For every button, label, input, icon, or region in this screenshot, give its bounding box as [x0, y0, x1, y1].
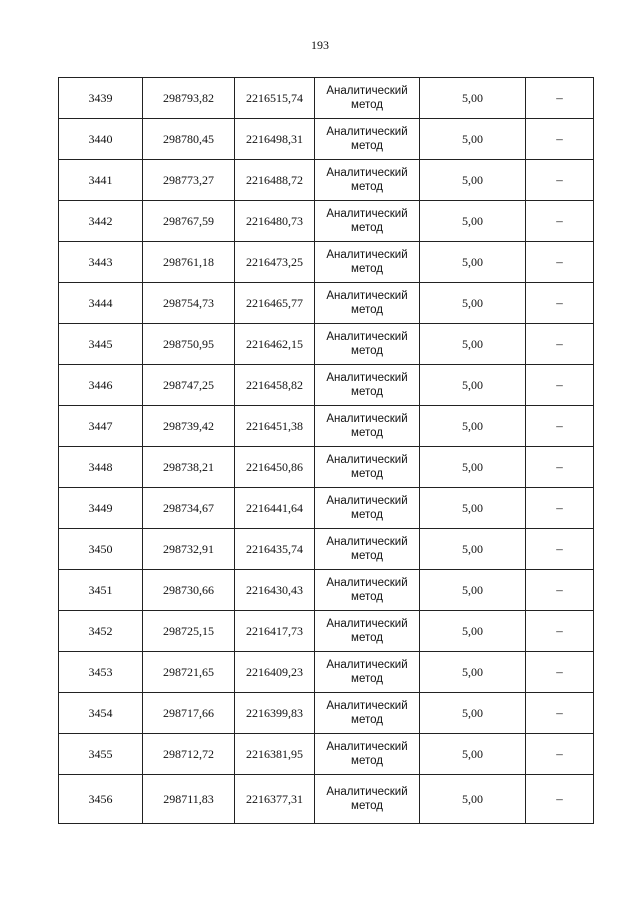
table-row — [59, 488, 594, 529]
method-cell: Аналитический метод — [315, 775, 420, 824]
method-cell: Аналитический метод — [315, 734, 420, 775]
point-number-cell: 3444 — [59, 283, 143, 324]
table-row — [59, 242, 594, 283]
table-row — [59, 611, 594, 652]
accuracy-cell: 5,00 — [420, 447, 526, 488]
x-coordinate-cell: 298717,66 — [143, 693, 235, 734]
method-cell: Аналитический метод — [315, 488, 420, 529]
method-cell: Аналитический метод — [315, 611, 420, 652]
table-row — [59, 119, 594, 160]
method-cell: Аналитический метод — [315, 365, 420, 406]
x-coordinate-cell: 298780,45 — [143, 119, 235, 160]
note-cell: – — [526, 693, 594, 734]
point-number-cell: 3447 — [59, 406, 143, 447]
note-cell: – — [526, 119, 594, 160]
point-number-cell: 3452 — [59, 611, 143, 652]
table-row — [59, 324, 594, 365]
accuracy-cell: 5,00 — [420, 734, 526, 775]
note-cell: – — [526, 652, 594, 693]
y-coordinate-cell: 2216377,31 — [235, 775, 315, 824]
point-number-cell: 3453 — [59, 652, 143, 693]
x-coordinate-cell: 298747,25 — [143, 365, 235, 406]
accuracy-cell: 5,00 — [420, 406, 526, 447]
accuracy-cell: 5,00 — [420, 119, 526, 160]
accuracy-cell: 5,00 — [420, 611, 526, 652]
y-coordinate-cell: 2216480,73 — [235, 201, 315, 242]
x-coordinate-cell: 298739,42 — [143, 406, 235, 447]
method-cell: Аналитический метод — [315, 570, 420, 611]
table-row — [59, 775, 594, 824]
table-row — [59, 365, 594, 406]
note-cell: – — [526, 365, 594, 406]
accuracy-cell: 5,00 — [420, 488, 526, 529]
point-number-cell: 3443 — [59, 242, 143, 283]
note-cell: – — [526, 529, 594, 570]
table-row — [59, 78, 594, 119]
point-number-cell: 3440 — [59, 119, 143, 160]
note-cell: – — [526, 78, 594, 119]
x-coordinate-cell: 298711,83 — [143, 775, 235, 824]
y-coordinate-cell: 2216450,86 — [235, 447, 315, 488]
x-coordinate-cell: 298750,95 — [143, 324, 235, 365]
method-cell: Аналитический метод — [315, 242, 420, 283]
point-number-cell: 3442 — [59, 201, 143, 242]
table-row — [59, 283, 594, 324]
point-number-cell: 3451 — [59, 570, 143, 611]
accuracy-cell: 5,00 — [420, 365, 526, 406]
y-coordinate-cell: 2216399,83 — [235, 693, 315, 734]
accuracy-cell: 5,00 — [420, 201, 526, 242]
table-row — [59, 652, 594, 693]
method-cell: Аналитический метод — [315, 283, 420, 324]
table-row — [59, 529, 594, 570]
y-coordinate-cell: 2216430,43 — [235, 570, 315, 611]
note-cell: – — [526, 324, 594, 365]
x-coordinate-cell: 298725,15 — [143, 611, 235, 652]
page-number: 193 — [311, 38, 329, 52]
x-coordinate-cell: 298732,91 — [143, 529, 235, 570]
point-number-cell: 3455 — [59, 734, 143, 775]
y-coordinate-cell: 2216451,38 — [235, 406, 315, 447]
accuracy-cell: 5,00 — [420, 693, 526, 734]
coordinates-table — [58, 77, 594, 824]
y-coordinate-cell: 2216462,15 — [235, 324, 315, 365]
table-row — [59, 201, 594, 242]
method-cell: Аналитический метод — [315, 78, 420, 119]
method-cell: Аналитический метод — [315, 160, 420, 201]
accuracy-cell: 5,00 — [420, 78, 526, 119]
table-row — [59, 406, 594, 447]
y-coordinate-cell: 2216435,74 — [235, 529, 315, 570]
x-coordinate-cell: 298738,21 — [143, 447, 235, 488]
x-coordinate-cell: 298761,18 — [143, 242, 235, 283]
note-cell: – — [526, 406, 594, 447]
point-number-cell: 3456 — [59, 775, 143, 824]
table-row — [59, 570, 594, 611]
accuracy-cell: 5,00 — [420, 652, 526, 693]
accuracy-cell: 5,00 — [420, 775, 526, 824]
method-cell: Аналитический метод — [315, 201, 420, 242]
x-coordinate-cell: 298793,82 — [143, 78, 235, 119]
y-coordinate-cell: 2216417,73 — [235, 611, 315, 652]
note-cell: – — [526, 283, 594, 324]
y-coordinate-cell: 2216409,23 — [235, 652, 315, 693]
y-coordinate-cell: 2216515,74 — [235, 78, 315, 119]
note-cell: – — [526, 611, 594, 652]
y-coordinate-cell: 2216458,82 — [235, 365, 315, 406]
point-number-cell: 3450 — [59, 529, 143, 570]
x-coordinate-cell: 298767,59 — [143, 201, 235, 242]
point-number-cell: 3454 — [59, 693, 143, 734]
y-coordinate-cell: 2216498,31 — [235, 119, 315, 160]
y-coordinate-cell: 2216465,77 — [235, 283, 315, 324]
method-cell: Аналитический метод — [315, 652, 420, 693]
point-number-cell: 3449 — [59, 488, 143, 529]
x-coordinate-cell: 298730,66 — [143, 570, 235, 611]
method-cell: Аналитический метод — [315, 529, 420, 570]
y-coordinate-cell: 2216488,72 — [235, 160, 315, 201]
accuracy-cell: 5,00 — [420, 242, 526, 283]
table-row — [59, 447, 594, 488]
table-row — [59, 160, 594, 201]
accuracy-cell: 5,00 — [420, 283, 526, 324]
point-number-cell: 3441 — [59, 160, 143, 201]
point-number-cell: 3439 — [59, 78, 143, 119]
x-coordinate-cell: 298754,73 — [143, 283, 235, 324]
x-coordinate-cell: 298712,72 — [143, 734, 235, 775]
note-cell: – — [526, 775, 594, 824]
method-cell: Аналитический метод — [315, 693, 420, 734]
table-row — [59, 693, 594, 734]
note-cell: – — [526, 242, 594, 283]
method-cell: Аналитический метод — [315, 324, 420, 365]
method-cell: Аналитический метод — [315, 119, 420, 160]
note-cell: – — [526, 734, 594, 775]
point-number-cell: 3445 — [59, 324, 143, 365]
x-coordinate-cell: 298734,67 — [143, 488, 235, 529]
note-cell: – — [526, 488, 594, 529]
note-cell: – — [526, 201, 594, 242]
note-cell: – — [526, 570, 594, 611]
point-number-cell: 3446 — [59, 365, 143, 406]
accuracy-cell: 5,00 — [420, 324, 526, 365]
accuracy-cell: 5,00 — [420, 529, 526, 570]
method-cell: Аналитический метод — [315, 406, 420, 447]
table-body — [59, 78, 594, 824]
table-row — [59, 734, 594, 775]
method-cell: Аналитический метод — [315, 447, 420, 488]
x-coordinate-cell: 298721,65 — [143, 652, 235, 693]
x-coordinate-cell: 298773,27 — [143, 160, 235, 201]
accuracy-cell: 5,00 — [420, 570, 526, 611]
point-number-cell: 3448 — [59, 447, 143, 488]
accuracy-cell: 5,00 — [420, 160, 526, 201]
y-coordinate-cell: 2216441,64 — [235, 488, 315, 529]
y-coordinate-cell: 2216473,25 — [235, 242, 315, 283]
note-cell: – — [526, 160, 594, 201]
y-coordinate-cell: 2216381,95 — [235, 734, 315, 775]
note-cell: – — [526, 447, 594, 488]
